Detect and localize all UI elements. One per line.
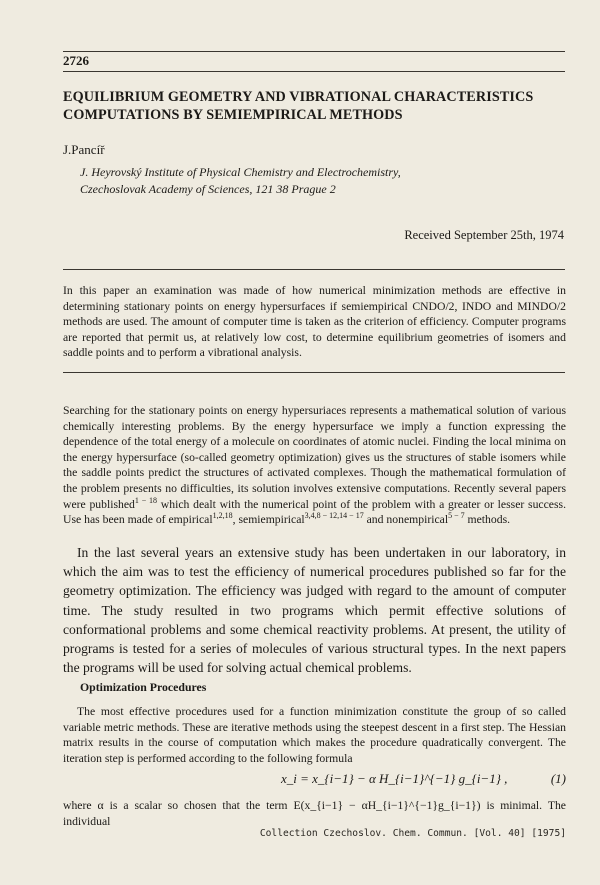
abstract-top-rule <box>63 269 565 270</box>
section-heading: Optimization Procedures <box>80 680 207 694</box>
abstract: In this paper an examination was made of how numerical minimization methods are effective in determining stationary points on energy hypersurfaces if semiempirical CNDO/2, INDO and MINDO/2 methods are used. The amount of computer time is taken as the criterion of efficiency. Computer programs are reported that permit us, at relatively low cost, to determine equilibrium geometries of isomers and saddle points and to perform a vibrational analysis. <box>63 284 566 360</box>
paragraph-1 <box>63 403 566 528</box>
reference-2: 1,2,18 <box>212 511 233 521</box>
reference-3: 3,4,8 − 12,14 − 17 <box>304 511 364 521</box>
reference-4: 5 − 7 <box>448 511 465 521</box>
paragraph-1-mid-2: , semiempirical <box>232 513 305 527</box>
equation-number: (1) <box>550 771 566 786</box>
paragraph-1-mid: which dealt with the numerical point of the problem with a greater or lesser success. Use has been made of empirical <box>63 497 566 527</box>
paragraph-1-end: methods. <box>464 513 511 527</box>
affiliation <box>80 164 550 197</box>
affiliation-line-1: J. Heyrovský Institute of Physical Chemistry and Electrochemistry, <box>80 165 401 179</box>
reference-1: 1 − 18 <box>134 495 158 505</box>
paragraph-1-mid-3: and nonempirical <box>363 513 449 527</box>
paragraph-4: where α is a scalar so chosen that the term E(x_{i−1} − αH_{i−1}^{−1}g_{i−1}) is minimal. The individual <box>63 799 566 828</box>
equation-expression: x_i = x_{i−1} − α H_{i−1}^{−1} g_{i−1} , <box>281 771 508 786</box>
affiliation-line-2: Czechoslovak Academy of Sciences, 121 38 Prague 2 <box>80 181 336 196</box>
header-top-rule <box>63 51 565 52</box>
footer-citation: Collection Czechoslov. Chem. Commun. [Vol. 40] [1975] <box>259 828 566 839</box>
article-title: EQUILIBRIUM GEOMETRY AND VIBRATIONAL CHARACTERISTICS COMPUTATIONS BY SEMIEMPIRICAL METHODS <box>63 89 534 123</box>
abstract-bottom-rule <box>63 372 565 373</box>
header-bottom-rule <box>63 71 565 72</box>
page-number: 2726 <box>63 53 89 68</box>
received-date: Received September 25th, 1974 <box>404 228 564 242</box>
author-name: J.Pancíř <box>63 142 105 157</box>
paragraph-3: The most effective procedures used for a function minimization constitute the group of so called variable metric methods. These are iterative methods using the steepest descent in a first step. The Hessian matrix results in the course of computation which makes the procedure quadratically convergent. The iteration step is performed according to the following formula <box>63 705 566 765</box>
paragraph-1-text: Searching for the stationary points on energy hypersuriaces represents a mathematical solution of various chemically interesting problems. By the energy hypersurface we imply a function expressing the dependence of the total energy of a molecule on coordinates of atomic nuclei. Finding the local minima on the energy hypersurface (so-called geometry optimization) gives us the structures of stable isomers while the saddle points predict the structures of activated complexes. Though the mathematical formulation of the problem presents no difficulties, its solution involves extensive computations. Recently several papers were published <box>63 404 566 511</box>
equation-1 <box>63 771 566 791</box>
paragraph-2: In the last several years an extensive study has been undertaken in our laboratory, in which the aim was to test the efficiency of numerical procedures published so far for the geometry optimization. The efficiency was judged with regard to the amount of computer time. The study resulted in two programs which permit effective solutions of conformational problems and some chemical reactivity problems. At present, the utility of programs is tested for a series of molecules of various structural types. In the next papers the programs will be used for solving actual chemical problems. <box>63 545 566 676</box>
